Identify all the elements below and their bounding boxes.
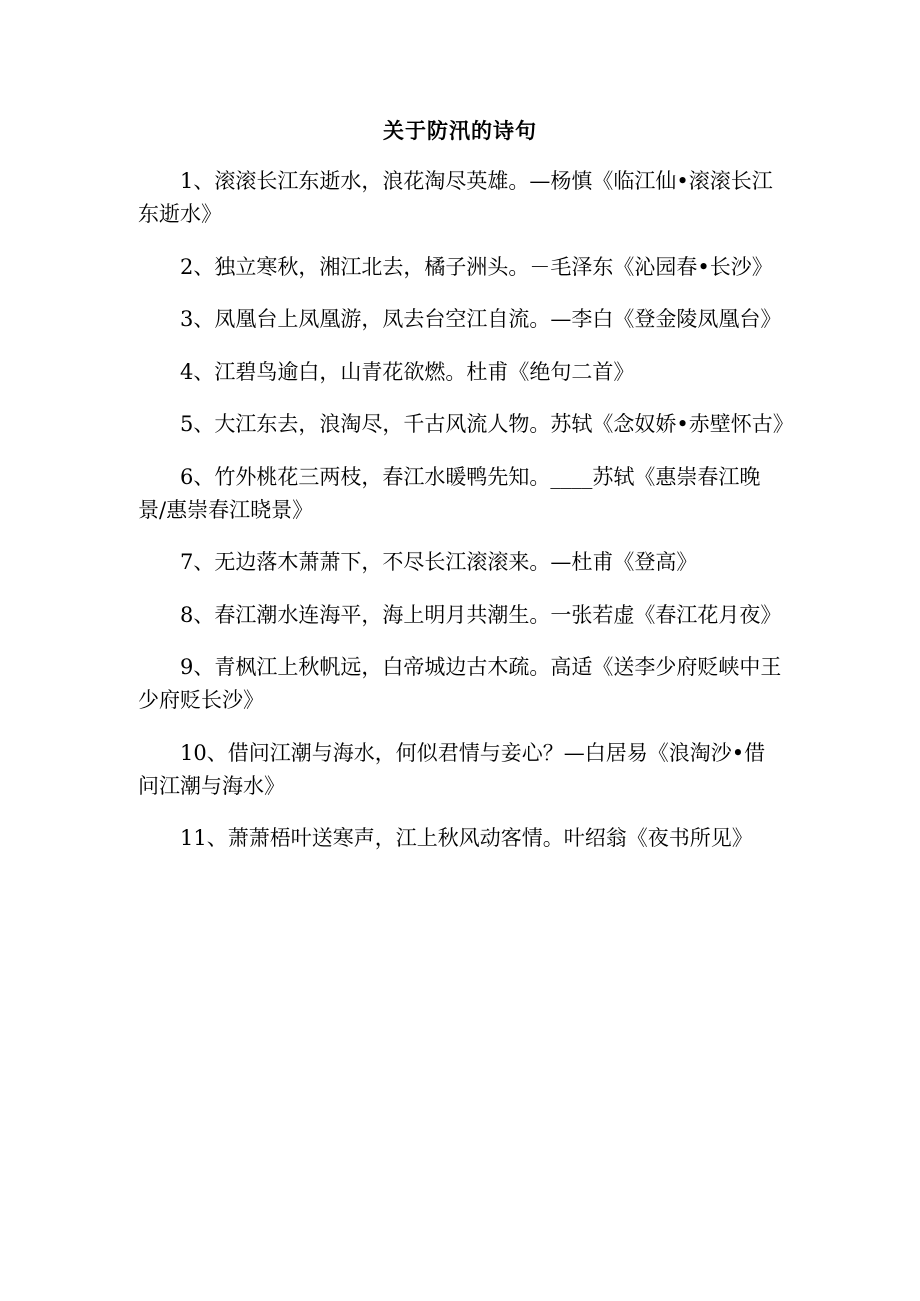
poem-item: 1、滚滚长江东逝水，浪花淘尽英雄。—杨慎《临江仙•滚滚长江东逝水》 bbox=[138, 169, 773, 226]
poem-item: 3、凤凰台上凤凰游，凤去台空江自流。—李白《登金陵凤凰台》 bbox=[180, 307, 782, 331]
poem-item: 11、萧萧梧叶送寒声，江上秋风动客情。叶绍翁《夜书所见》 bbox=[180, 826, 753, 850]
page-title: 关于防汛的诗句 bbox=[383, 118, 537, 143]
poem-item: 4、江碧鸟逾白，山青花欲燃。杜甫《绝句二首》 bbox=[180, 359, 635, 384]
poem-list bbox=[138, 165, 794, 875]
poem-item: 10、借问江潮与海水，何似君情与妾心？—白居易《浪淘沙•借问江潮与海水》 bbox=[138, 740, 766, 798]
poem-item: 2、独立寒秋，湘江北去，橘子洲头。－毛泽东《沁园春•长沙》 bbox=[180, 254, 773, 279]
poem-item: 8、春江潮水连海平，海上明月共潮生。一张若虚《春江花月夜》 bbox=[180, 602, 782, 627]
poem-item: 7、无边落木萧萧下，不尽长江滚滚来。—杜甫《登高》 bbox=[180, 550, 698, 574]
poem-item: 5、大江东去，浪淘尽，千古风流人物。苏轼《念奴娇•赤壁怀古》 bbox=[180, 412, 794, 436]
poem-item: 9、青枫江上秋帆远，白帝城边古木疏。高适《送李少府贬峡中王少府贬长沙》 bbox=[138, 655, 782, 712]
poem-item: 6、竹外桃花三两枝，春江水暖鸭先知。____苏轼《惠崇春江晚景/惠崇春江晓景》 bbox=[138, 464, 761, 522]
